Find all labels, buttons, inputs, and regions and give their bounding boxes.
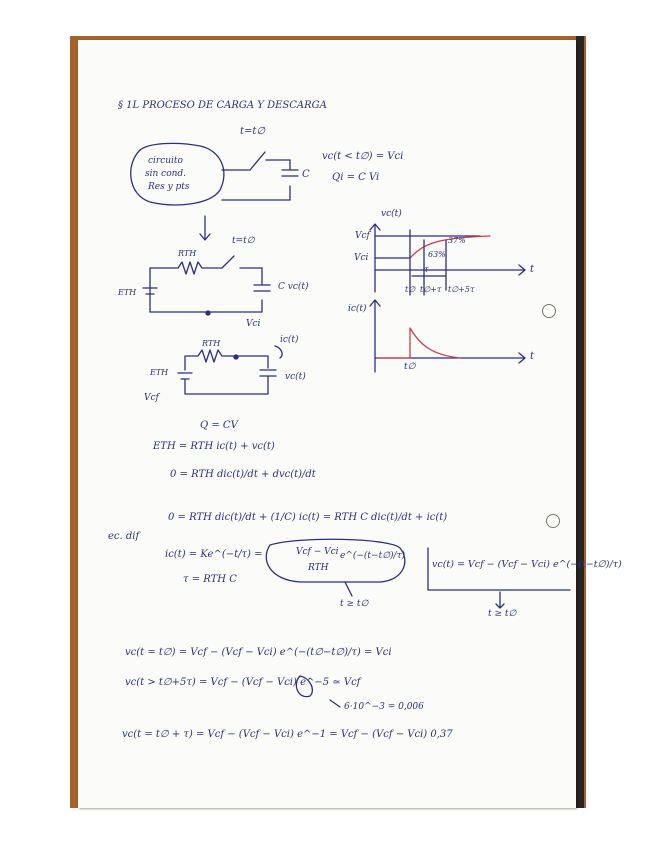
- eq-ic-frac-den: RTH: [308, 563, 329, 573]
- switch-label-2: t=t∅: [232, 236, 255, 246]
- page-title: § 1L PROCESO DE CARGA Y DESCARGA: [118, 100, 327, 111]
- eq-ic-exp: e^(−(t−t∅)/τ): [340, 551, 406, 561]
- ic-label-3: ic(t): [280, 335, 299, 345]
- eq-line-2: vc(t > t∅+5τ) = Vcf − (Vcf − Vci) e^−5 ≃ Vcf: [125, 677, 361, 688]
- graph-vc-63: 63%: [428, 250, 446, 259]
- graph-vc-t1: t∅+τ: [420, 285, 442, 294]
- switch-label-1: t=t∅: [240, 126, 266, 137]
- rth-label-3: RTH: [202, 339, 221, 348]
- graph-vc-ylabel: vc(t): [381, 209, 402, 219]
- vci-label-2: Vci: [246, 319, 261, 329]
- vc-label-3: vc(t): [285, 372, 306, 382]
- circuit2-wires: [143, 256, 270, 312]
- eq-zero-1: 0 = RTH dic(t)/dt + dvc(t)/dt: [170, 469, 316, 480]
- arrow-006: [330, 700, 340, 707]
- circuit1-wires: [222, 152, 298, 200]
- eq-vc-solution: vc(t) = Vcf − (Vcf − Vci) e^(−(t−t∅)/τ): [432, 559, 622, 570]
- graph-ic-t0: t∅: [404, 362, 416, 372]
- eq-t-ge-2: t ≥ t∅: [488, 609, 517, 619]
- graph-vc-vcf: Vcf: [355, 231, 370, 241]
- graph-ic-xlabel: t: [530, 351, 535, 362]
- graph-ic-axes: [370, 300, 525, 372]
- cap-label-2: C vc(t): [278, 282, 309, 292]
- initial-condition-2: Qi = C Vi: [332, 172, 380, 183]
- eq-line-2b: 6·10^−3 = 0,006: [344, 702, 424, 712]
- eq-ic-frac-num: Vcf − Vci: [296, 547, 339, 557]
- eq-t-ge-1: t ≥ t∅: [340, 599, 369, 609]
- graph-vc-t2: t∅+5τ: [448, 285, 475, 294]
- graph-ic-curve: [410, 328, 460, 358]
- eq-ecdif: ec. dif: [108, 531, 140, 542]
- eq-ic-solution: ic(t) = Ke^(−t/τ) =: [165, 549, 263, 560]
- eq-line-1: vc(t = t∅) = Vcf − (Vcf − Vci) e^(−(t∅−t∅)/τ) = Vci: [125, 647, 392, 658]
- vcf-label-3: Vcf: [144, 393, 159, 403]
- eq-zero-2: 0 = RTH dic(t)/dt + (1/C) ic(t) = RTH C dic(t)/dt + ic(t): [168, 512, 448, 523]
- eth-label-2: ETH: [118, 288, 137, 297]
- t-arrow-1: [345, 582, 352, 596]
- down-arrow: [200, 216, 210, 240]
- graph-ic-ylabel: ic(t): [348, 304, 367, 314]
- eq-charge: Q = CV: [200, 420, 238, 431]
- circuit3-wires: [178, 346, 282, 394]
- eth-label-3: ETH: [150, 368, 169, 377]
- graph-vc-37: 37%: [448, 236, 466, 245]
- eq-line-3: vc(t = t∅ + τ) = Vcf − (Vcf − Vci) e^−1 = Vcf − (Vcf − Vci) 0,37: [122, 729, 453, 740]
- initial-condition-1: vc(t < t∅) = Vci: [322, 151, 404, 162]
- bubble-line-3: Res y pts: [148, 182, 190, 192]
- t-arrow-2: [496, 592, 504, 608]
- graph-vc-t0: t∅: [405, 285, 416, 294]
- bubble-line-1: circuito: [148, 156, 183, 166]
- rth-label-2: RTH: [178, 249, 197, 258]
- eq-eth: ETH = RTH ic(t) + vc(t): [153, 441, 275, 452]
- bubble-line-2: sin cond.: [145, 169, 187, 179]
- graph-vc-vci: Vci: [354, 253, 369, 263]
- eq-tau: τ = RTH C: [183, 574, 237, 585]
- graph-vc-tau: τ: [424, 265, 429, 274]
- cap-label-1: C: [302, 169, 310, 180]
- graph-vc-xlabel: t: [530, 264, 535, 275]
